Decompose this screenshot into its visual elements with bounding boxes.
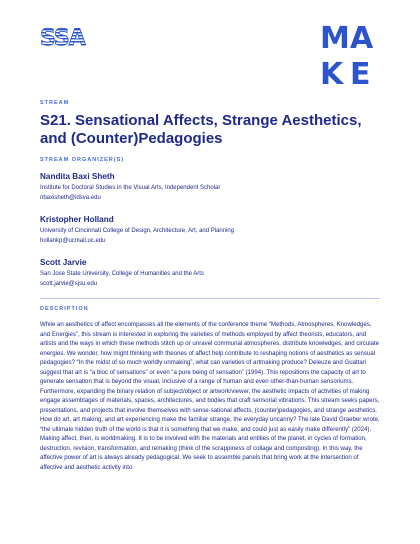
make-logo [320,21,380,94]
organizer-affiliation: Institute for Doctoral Studies in the Visual Arts, Independent Scholar [40,185,221,191]
stream-label: STREAM [40,100,70,106]
organizer-2 [40,215,380,246]
organizer-1 [40,172,380,203]
organizer-email[interactable]: scott.jarvie@sjsu.edu [40,280,98,287]
description-text: While an aesthetics of affect encompasses all the elements of the conference theme “Methods, Atmospheres, Knowledges, and Energies”, this stream is interested in exploring the varieties of methods employed by affect theorists, educators, and artists and the ways in which these methods stitch up or unravel communal atmospheres, distribute knowledges, and circulate energies. We wonder, how might thinking with theories of affect help contribute to reshaping notions of aesthetics as sensual pedagogies? “In the midst of so much worldly unmaking”, what can varieties of artmaking produce? Deleuze and Guattari suggest that art is “a bloc of sensations” or even “a pure being of sensation” (1994). This repositions the capacity of art to generate sensation that is beyond the visual, inclusive of a range of human and even other-than-human sensoriums. Furthermore, expanding the binary relation of subject/object or artwork/viewer, the aesthetic impacts of activities of making engage assemblages of materials, spaces, architectures, and bodies that craft sensorial vibrations. This stream seeks papers, presentations, and projects that involve themselves with sense-sational affects, (counter)pedagogies, and strange aesthetics. How do art, art making, and art experiencing make the familiar strange, the everyday uncanny? The late David Graeber wrote, “the ultimate hidden truth of the world is that it is something that we make, and could just as easily make differently” (2024). Making affect, then, is worldmaking. It is to be involved with the materials and entities of the planet, in cycles of formation, destruction, revision, transformation, and remaking (think of the scrappiness of collage and composting). In this way, the affective power of art is always already pedagogical. We seek to assemble panels that bring work at the intersection of affective and aesthetic activity into [40,321,380,471]
organizer-name: Nandita Baxi Sheth [40,172,115,181]
organizer-name: Scott Jarvie [40,258,87,267]
organizer-affiliation: San Jose State University, College of Humanities and the Arts [40,271,204,277]
make-letter-a: A [350,21,374,56]
organizer-3 [40,258,380,289]
organizers-label: STREAM ORGANIZER(S) [40,157,125,163]
ssa-logo-text: SSA [40,26,85,48]
description-label: DESCRIPTION [40,306,89,312]
section-divider [40,298,380,299]
organizer-email[interactable]: hollankp@ucmail.uc.edu [40,237,106,244]
ssa-logo [40,26,98,48]
organizer-name: Kristopher Holland [40,215,114,224]
organizer-email[interactable]: nbaxisheth@idsva.edu [40,194,101,201]
make-letter-e: E [350,57,371,92]
page-title: S21. Sensational Affects, Strange Aesthetics, and (Counter)Pedagogies [40,112,362,147]
make-letter-k: K [320,57,344,92]
make-letter-m: M [320,21,350,56]
organizer-affiliation: University of Cincinnati College of Design, Architecture, Art, and Planning [40,228,235,234]
